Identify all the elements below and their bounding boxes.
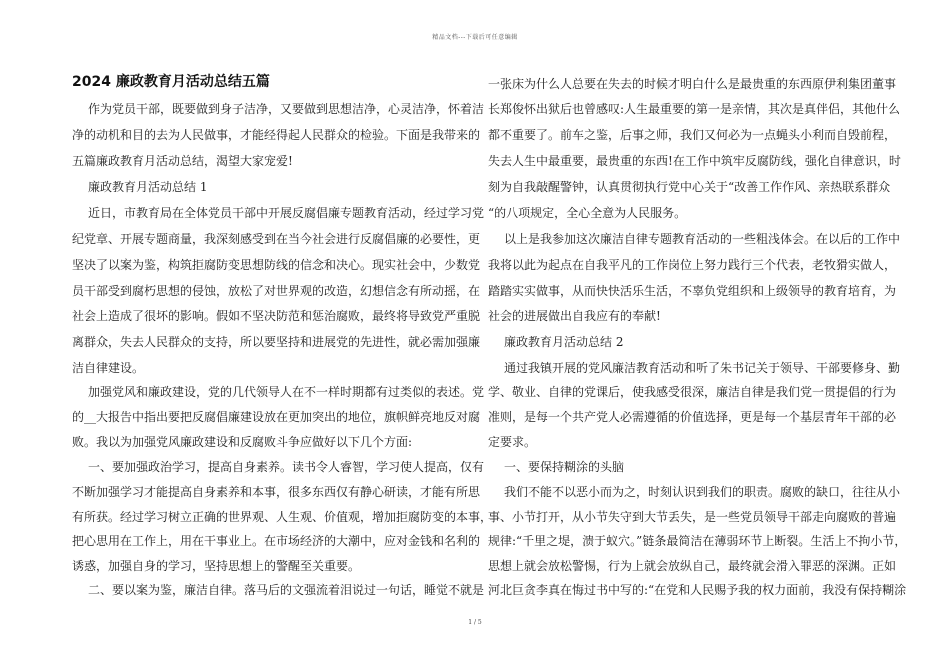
paragraph-line: 加强党风和廉政建设，党的几代领导人在不一样时期都有过类似的表述。党: [88, 385, 485, 399]
page-number: 1 / 5: [468, 619, 482, 626]
paragraph-line: 思想上就会放松警惕，行为上就会放纵自己，最终就会滑入罪恶的深渊。正如: [488, 559, 897, 573]
paragraph-line: 社会的进展做出自我应有的奉献!: [488, 309, 661, 323]
paragraph-line: 离群众，失去人民群众的支持，所以要坚持和进展党的先进性，就必需加强廉: [72, 335, 481, 349]
paragraph-line: 二、要以案为鉴，廉洁自律。落马后的文强流着泪说过一句话，睡觉不就是: [88, 583, 485, 597]
paragraph-line: 学、敬业、自律的党课后，使我感受很深，廉洁自律是我们党一贯提倡的行为: [488, 385, 897, 399]
paragraph-line: 把心思用在工作上，用在干事业上。在市场经济的大潮中，应对金钱和名利的: [72, 534, 481, 548]
document-title: 2024 廉政教育月活动总结五篇: [72, 74, 270, 90]
paragraph-line: 通过我镇开展的党风廉洁教育活动和听了朱书记关于领导、干部要修身、勤: [504, 361, 901, 375]
paragraph-line: 纪党章、开展专题商量，我深刻感受到在当今社会进行反腐倡廉的必要性，更: [72, 232, 481, 246]
paragraph-line: 有所获。经过学习树立正确的世界观、人生观、价值观，增加拒腐防变的本事，: [72, 510, 493, 524]
paragraph-line: 一、要加强政治学习，提高自身素养。读书令人睿智，学习使人提高，仅有: [88, 460, 485, 474]
paragraph-line: 我将以此为起点在自我平凡的工作岗位上努力践行三个代表，老牧猾实做人，: [488, 258, 897, 272]
paragraph-line: 净的动机和目的去为人民做事，才能经得起人民群众的检验。下面是我带来的: [72, 128, 481, 142]
paragraph-line: 五篇廉政教育月活动总结，渴望大家宠爱!: [72, 154, 293, 168]
paragraph-line: 准则，是每一个共产党人必需遵循的价值选择，更是每一个基层青年干部的必: [488, 410, 897, 424]
paragraph-line: 定要求。: [488, 435, 537, 449]
paragraph-line: 我们不能不以恶小而为之，时刻认识到我们的职责。腐败的缺口，往往从小: [504, 485, 901, 499]
paragraph-line: 失去人生中最重要，最贵重的东西!在工作中筑牢反腐防线，强化自律意识，时: [488, 154, 901, 168]
section-heading: 廉政教育月活动总结 1: [88, 180, 208, 194]
paragraph-line: 坚决了以案为鉴，构筑拒腐防变思想防线的信念和决心。现实社会中，少数党: [72, 258, 481, 272]
paragraph-line: 刻为自我敲醒警钟，认真贯彻执行党中心关于“改善工作作风、亲热联系群众: [488, 180, 891, 194]
page-header-note: 精品文档---下载后可任意编辑: [432, 34, 518, 41]
paragraph-line: 一张床为什么人总要在失去的时候才明白什么是最贵重的东西原伊利集团董事: [488, 77, 897, 91]
paragraph-line: 踏踏实实做事，从而快快活乐生活，不辜负党组织和上级领导的教育培育，为: [488, 284, 897, 298]
paragraph-line: 作为党员干部，既要做到身子洁净，又要做到思想洁净，心灵洁净，怀着洁: [88, 102, 485, 116]
paragraph-line: 以上是我参加这次廉洁自律专题教育活动的一些粗浅体会。在以后的工作中: [504, 232, 901, 246]
paragraph-line: 不断加强学习才能提高自身素养和本事，很多东西仅有静心研读，才能有所思: [72, 485, 481, 499]
paragraph-line: 都不重要了。前车之鉴，后事之师，我们又何必为一点蝇头小利而自毁前程，: [488, 128, 897, 142]
section-heading: 廉政教育月活动总结 2: [504, 335, 624, 349]
paragraph-line: 的__大报告中指出要把反腐倡廉建设放在更加突出的地位，旗帜鲜亮地反对腐: [72, 410, 481, 424]
paragraph-line: 员干部受到腐朽思想的侵蚀，放松了对世界观的改造，幻想信念有所动摇，在: [72, 284, 481, 298]
subsection-heading: 一、要保持糊涂的头脑: [504, 460, 625, 474]
paragraph-line: 社会上造成了很坏的影响。假如不坚决防范和惩治腐败，最终将导致党严重脱: [72, 309, 481, 323]
paragraph-line: “的八项规定，全心全意为人民服务。: [488, 206, 687, 220]
paragraph-line: 长郑俊怀出狱后也曾感叹:人生最重要的第一是亲情，其次是真伴侣，其他什么: [488, 102, 901, 116]
paragraph-line: 近日，市教育局在全体党员干部中开展反腐倡廉专题教育活动，经过学习党: [88, 206, 485, 220]
paragraph-line: 规律:“千里之堤，溃于蚁穴。”链条最简洁在薄弱环节上断裂。生活上不拘小节，: [488, 534, 907, 548]
paragraph-line: 事、小节打开，从小节失守到大节丢失，是一些党员领导干部走向腐败的普遍: [488, 510, 897, 524]
paragraph-line: 洁自律建设。: [72, 361, 145, 375]
paragraph-line: 败。我以为加强党风廉政建设和反腐败斗争应做好以下几个方面:: [72, 435, 413, 449]
paragraph-line: 河北巨贪李真在悔过书中写的:“在党和人民赐予我的权力面前，我没有保持糊涂: [488, 583, 907, 597]
paragraph-line: 诱惑，加强自身的学习，坚持思想上的警醒至关重要。: [72, 559, 361, 573]
